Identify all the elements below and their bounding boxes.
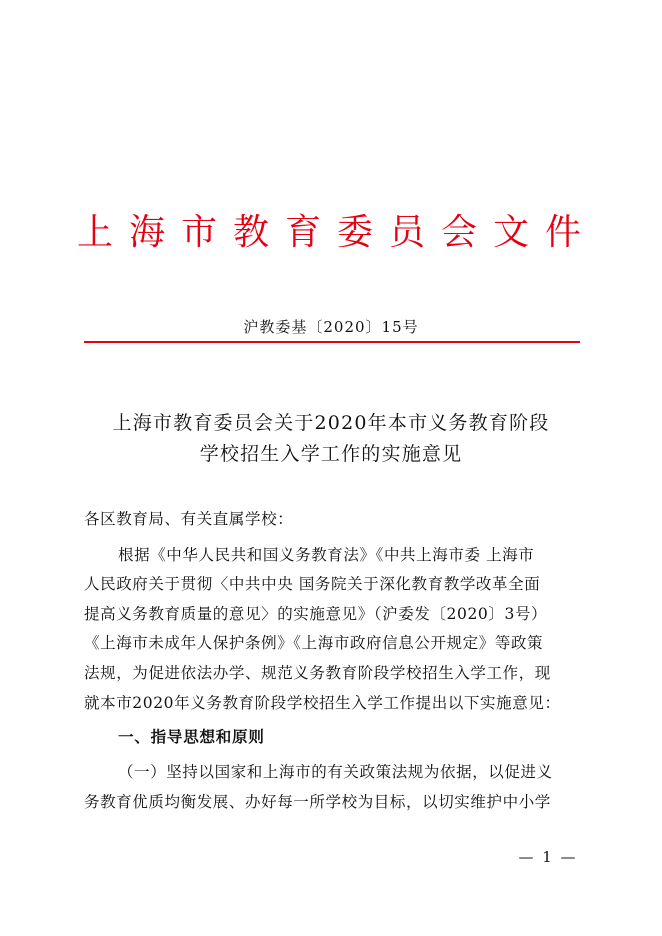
document-title-line-1: 上海市教育委员会关于2020年本市义务教育阶段 <box>112 412 550 434</box>
paragraph-1-line-3: 提高义务教育质量的意见〉的实施意见》（沪委发〔2020〕3号） <box>84 605 548 623</box>
paragraph-2-line-2: 务教育优质均衡发展、办好每一所学校为目标，以切实维护中小学 <box>84 793 551 811</box>
salutation: 各区教育局、有关直属学校： <box>84 510 294 528</box>
paragraph-1-line-5: 法规，为促进依法办学、规范义务教育阶段学校招生入学工作，现 <box>84 664 551 682</box>
document-title-line-2: 学校招生入学工作的实施意见 <box>199 443 463 465</box>
page-number: — 1 — <box>518 848 578 866</box>
red-divider-line <box>84 341 580 343</box>
paragraph-1-line-4: 《上海市未成年人保护条例》《上海市政府信息公开规定》等政策 <box>84 634 544 652</box>
document-number: 沪教委基〔2020〕15号 <box>243 318 419 336</box>
paragraph-1-line-6: 就本市2020年义务教育阶段学校招生入学工作提出以下实施意见： <box>84 694 561 712</box>
paragraph-1-line-1: 根据《中华人民共和国义务教育法》《中共上海市委 上海市 <box>118 546 535 564</box>
red-header-title: 上海市教育委员会文件 <box>76 212 597 253</box>
paragraph-1-line-2: 人民政府关于贯彻〈中共中央 国务院关于深化教育教学改革全面 <box>84 575 541 593</box>
section-1-heading: 一、指导思想和原则 <box>118 728 265 746</box>
paragraph-2-line-1: （一）坚持以国家和上海市的有关政策法规为依据，以促进义 <box>118 763 553 781</box>
